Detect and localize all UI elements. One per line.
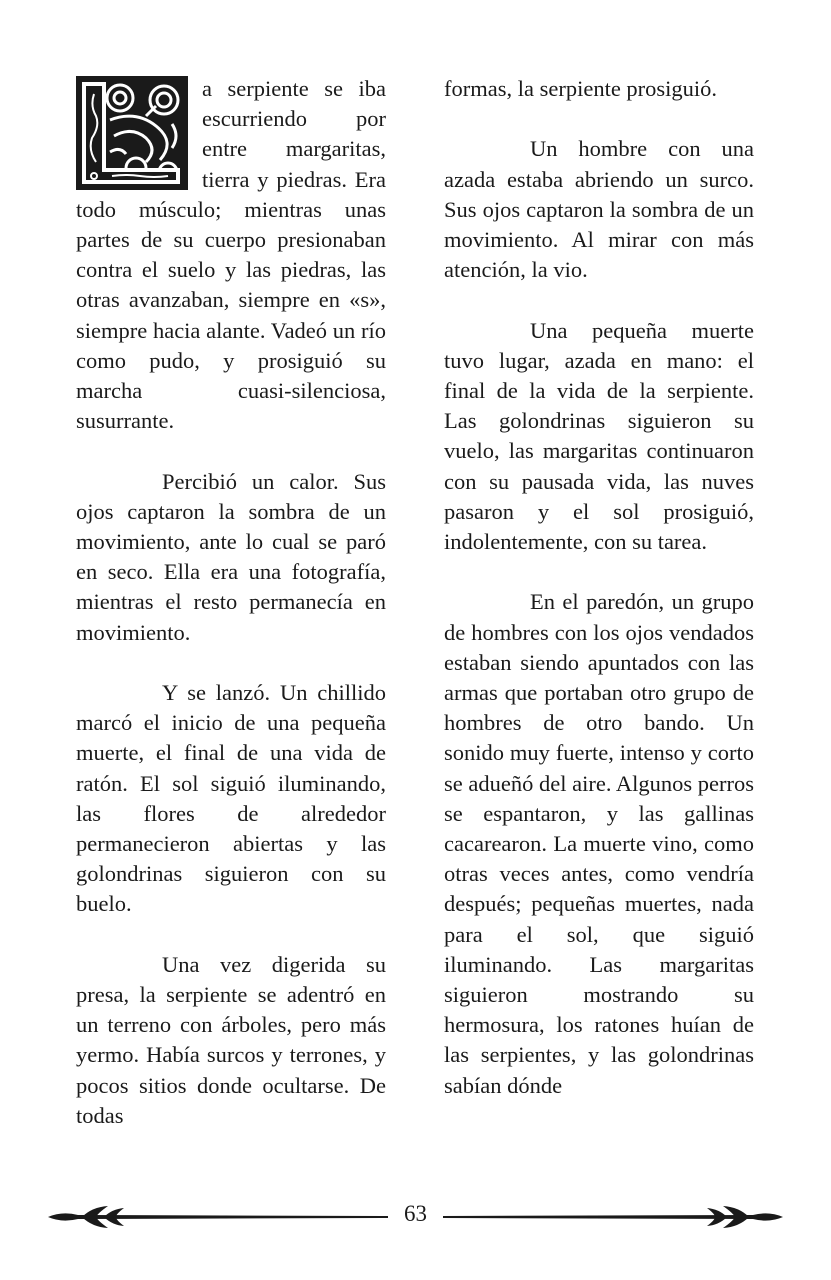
right-column	[444, 74, 754, 1101]
paragraph-2: Percibió un calor. Sus ojos captaron la sombra de un movimiento, ante lo cual se paró en seco. Ella era una fotografía, mientras el resto permanecía en movimiento.	[76, 468, 386, 645]
left-column	[76, 74, 386, 1131]
paragraph-6: Una pequeña muerte tuvo lugar, azada en mano: el final de la vida de la serpiente. Las golondrinas siguieron su vuelo, las margaritas continuaron con su pausada vida, las nuves pasaron y el sol prosiguió, indolentemente, con su tarea.	[444, 317, 754, 555]
paragraph-4: Una vez digerida su presa, la serpiente se adentró en un terreno con árboles, pero más yermo. Había surcos y terrones, y pocos sitios donde ocultarse. De todas	[76, 951, 386, 1128]
paragraph-1-text: a serpiente se iba escurriendo por entre margaritas, tierra y piedras. Era todo músculo; mientras unas partes de su cuerpo presionaban contra el suelo y las piedras, las otras avanzaban, siempre en «s», siempre hacia alante. Vadeó un río como pudo, y prosiguió su marcha cuasi-silenciosa, susurrante.	[76, 76, 386, 434]
paragraph-7: En el paredón, un grupo de hombres con los ojos vendados estaban siendo apuntados con las armas que portaban otro grupo de hombres de otro bando. Un sonido muy fuerte, intenso y corto se adueñó del aire. Algunos perros se espantaron, y las gallinas cacarearon. La muerte vino, como otras veces antes, como vendría después; pequeñas muertes, nada para el sol, que siguió iluminando. Las margaritas siguieron mostrando su hermosura, los ratones huían de las serpientes, y las golondrinas sabían dónde	[444, 589, 754, 1098]
page-footer	[48, 1195, 783, 1235]
right-arrow-ornament-icon	[443, 1205, 783, 1229]
decorative-dropcap-l	[76, 76, 188, 190]
paragraph-3: Y se lanzó. Un chillido marcó el inicio de una pequeña muerte, el final de una vida de ratón. El sol siguió iluminando, las flores de alrededor permanecieron abiertas y las golondrinas siguieron con su buelo.	[76, 680, 386, 917]
page-number: 63	[404, 1201, 427, 1226]
paragraph-1	[76, 74, 386, 436]
paragraph-continuation: formas, la serpiente prosiguió.	[444, 76, 718, 101]
paragraph-5: Un hombre con una azada estaba abriendo un surco. Sus ojos captaron la sombra de un movimiento. Al mirar con más atención, la vio.	[444, 136, 754, 283]
